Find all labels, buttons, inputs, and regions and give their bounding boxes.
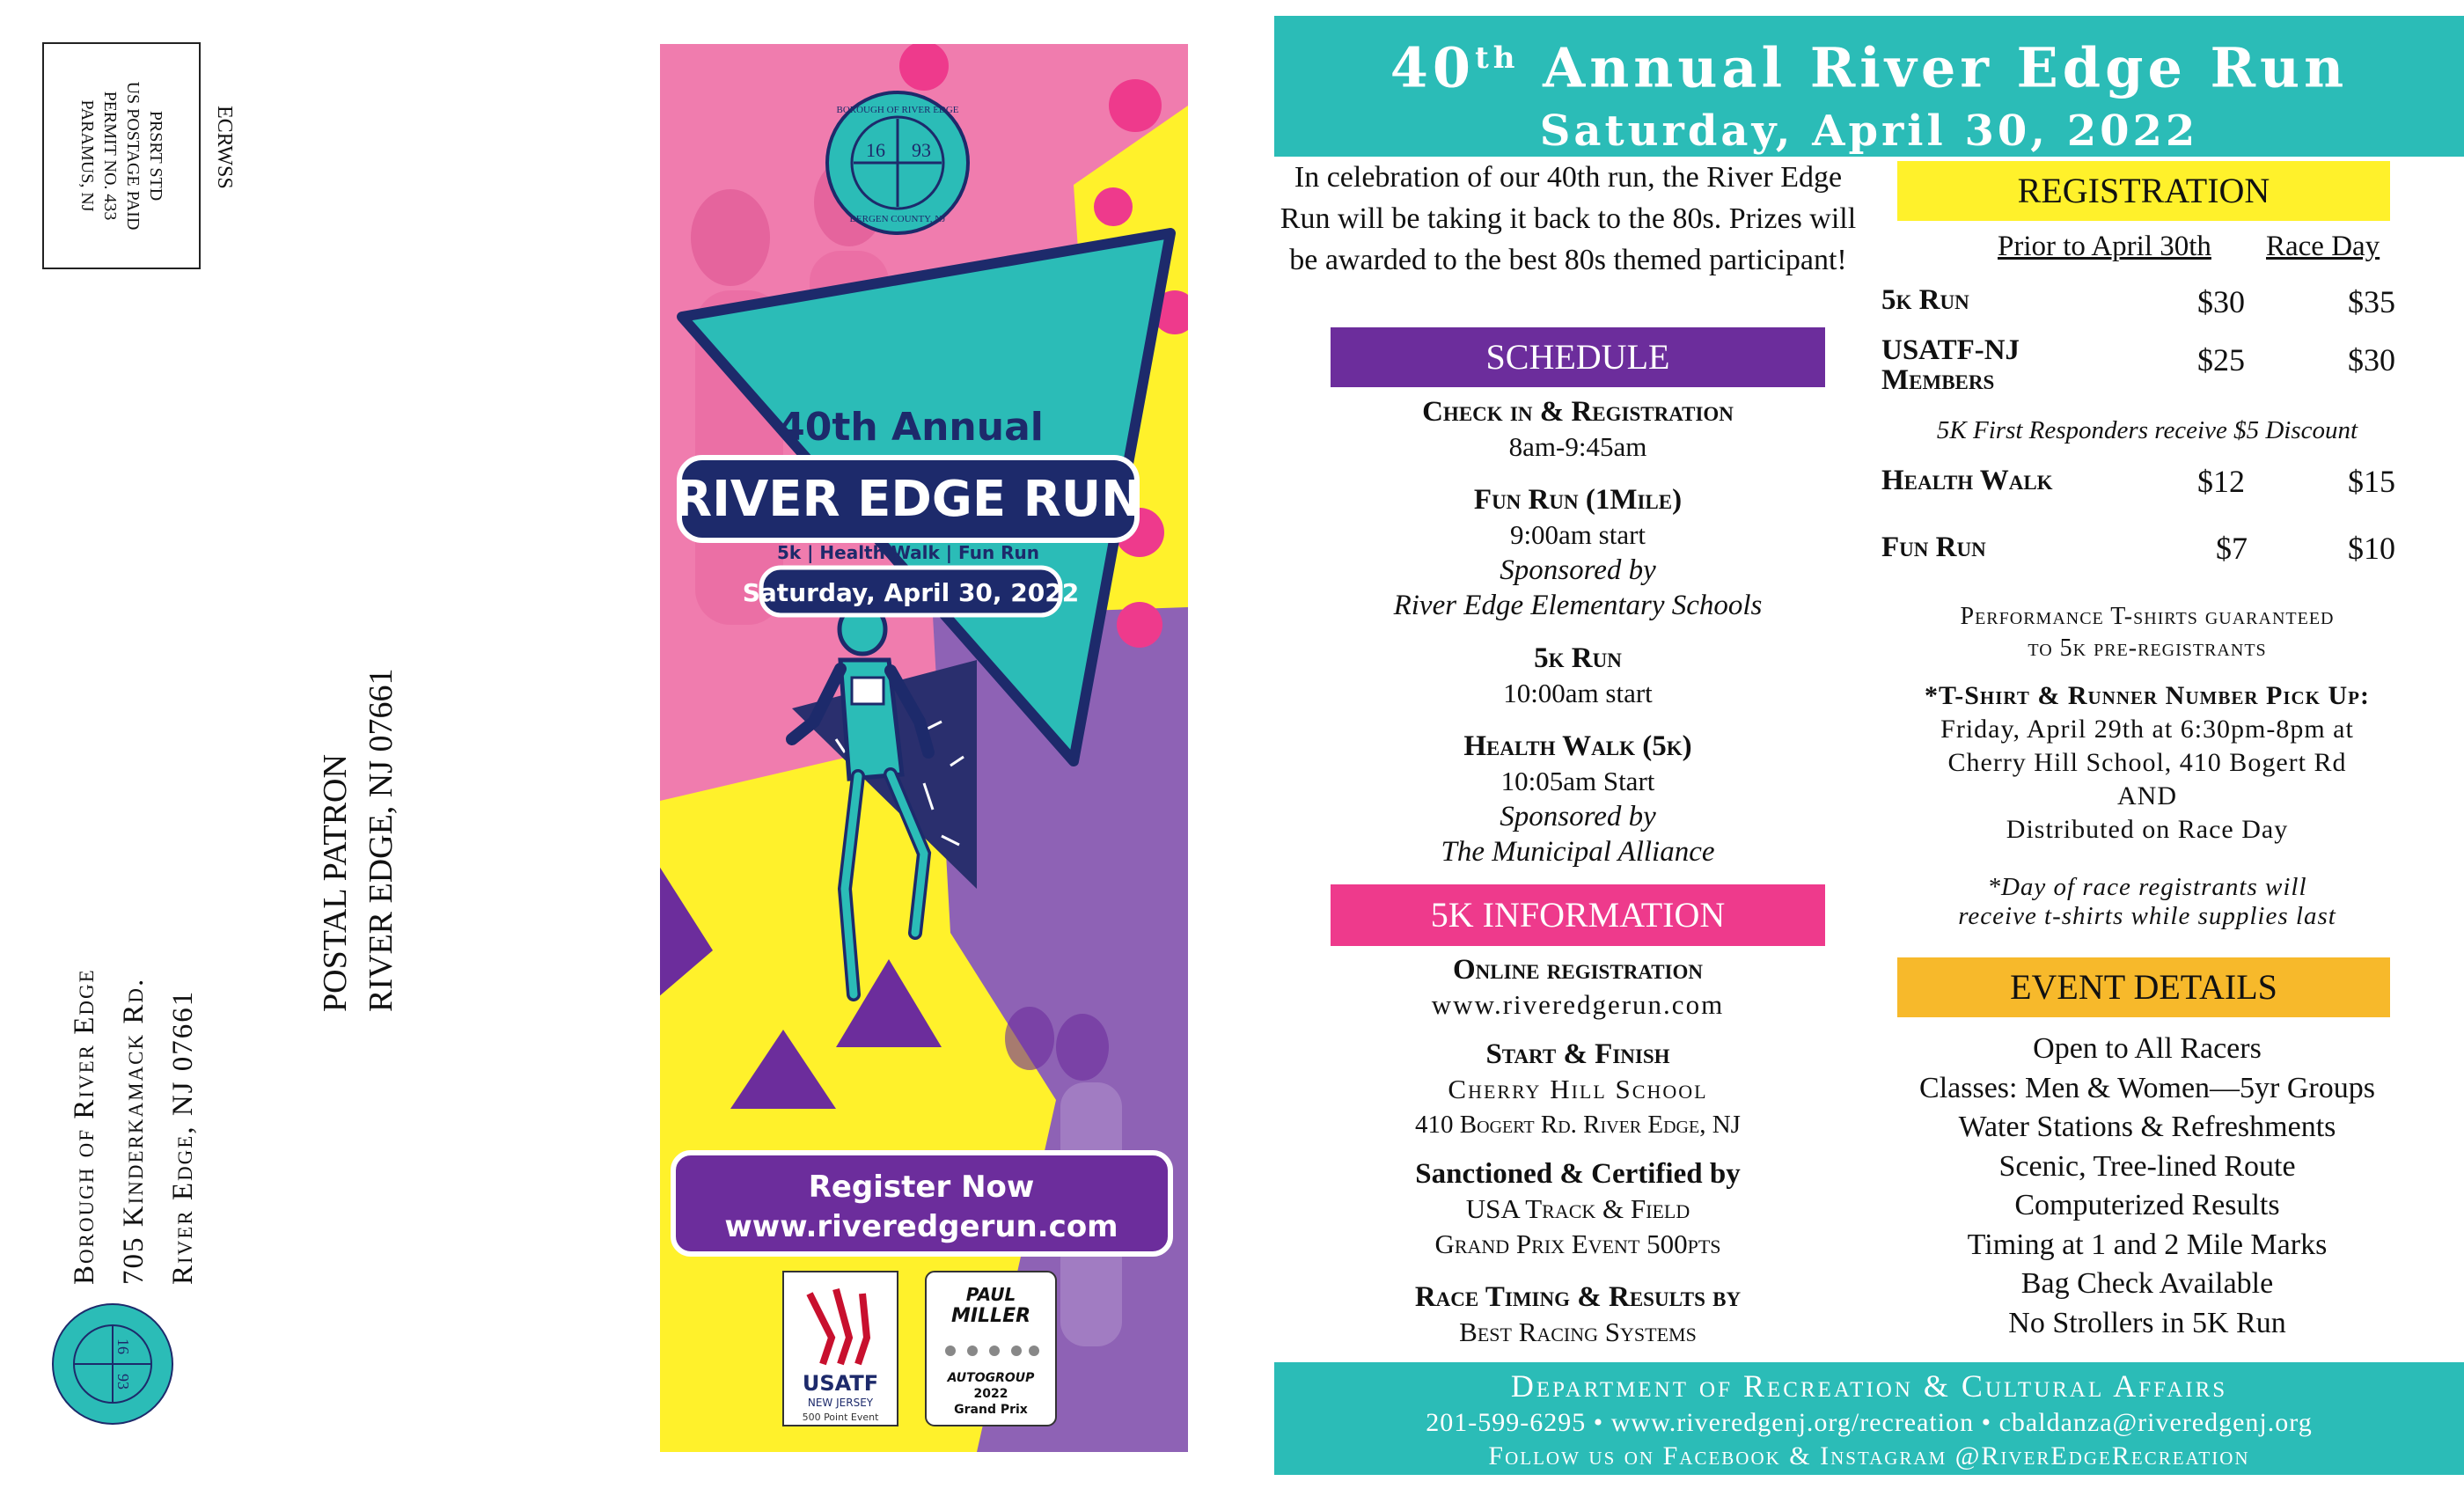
poster-date: Saturday, April 30, 2022 xyxy=(742,578,1080,607)
header-title-rest: Annual River Edge Run xyxy=(1519,35,2349,100)
event-item: Computerized Results xyxy=(2014,1189,2280,1221)
header-title-sup: th xyxy=(1475,40,1520,76)
recipient-address xyxy=(312,668,404,1012)
postage-indicia xyxy=(42,42,201,269)
header-title xyxy=(1274,23,2464,104)
usatf-state: NEW JERSEY xyxy=(807,1397,874,1409)
fun-run-title: Fun Run (1Mile) xyxy=(1473,484,1683,516)
usatf-event: 500 Point Event xyxy=(802,1412,879,1423)
start-address: 410 Bogert Rd. River Edge, NJ xyxy=(1415,1111,1741,1139)
sponsor-line1: PAUL xyxy=(965,1284,1016,1305)
walk-time: 10:05am Start xyxy=(1500,766,1655,796)
event-item: Timing at 1 and 2 Mile Marks xyxy=(1967,1228,2328,1261)
event-item: Bag Check Available xyxy=(2020,1267,2274,1300)
header-date: Saturday, April 30, 2022 xyxy=(1539,106,2199,156)
info-start-finish xyxy=(1331,1037,1825,1142)
perf-line1: Performance T-shirts guaranteed xyxy=(1960,603,2335,630)
poster-annual: 40th Annual xyxy=(778,405,1044,450)
registration-heading: REGISTRATION xyxy=(1897,161,2390,221)
event-details-list xyxy=(1883,1030,2411,1343)
checkin-title: Check in & Registration xyxy=(1422,396,1734,428)
postage-line: US POSTAGE PAID xyxy=(123,81,143,231)
footer-social: Follow us on Facebook & Instagram @RiverEdgeRecreation xyxy=(1488,1441,2250,1470)
sanction-title: Sanctioned & Certified by xyxy=(1415,1158,1741,1190)
dayof-line1: *Day of race registrants will xyxy=(1987,873,2307,901)
price-5k-race: $35 xyxy=(2348,284,2395,319)
reg-row-usatf xyxy=(1881,335,2020,395)
online-url: www.riveredgerun.com xyxy=(1431,989,1725,1020)
seal-year-right: 93 xyxy=(114,1374,132,1390)
online-title: Online registration xyxy=(1453,954,1703,986)
start-title: Start & Finish xyxy=(1485,1038,1670,1070)
seal-year-left: 16 xyxy=(114,1338,132,1354)
usatf-name: USATF xyxy=(802,1371,879,1396)
footer-contact: 201-599-6295 • www.riveredgenj.org/recreation • cbaldanza@riveredgenj.org xyxy=(1426,1408,2313,1437)
tshirt-guarantee xyxy=(1883,601,2411,664)
register-now: Register Now xyxy=(808,1170,1035,1205)
pickup-line3: AND xyxy=(2117,781,2177,810)
checkin-time: 8am-9:45am xyxy=(1508,431,1647,462)
event-heading: EVENT DETAILS xyxy=(1897,957,2390,1017)
schedule-heading: SCHEDULE xyxy=(1331,327,1825,387)
schedule-checkin xyxy=(1331,394,1825,465)
fivek-time: 10:00am start xyxy=(1503,678,1653,708)
return-address xyxy=(60,968,208,1285)
sanction-line2: Grand Prix Event 500pts xyxy=(1434,1228,1721,1259)
event-item: Scenic, Tree-lined Route xyxy=(1998,1149,2296,1183)
price-fun-race: $10 xyxy=(2348,531,2395,566)
sponsor-sub3: Grand Prix xyxy=(954,1403,1028,1417)
fun-run-time: 9:00am start xyxy=(1509,519,1646,550)
return-line: 705 Kinderkamack Rd. xyxy=(118,977,150,1285)
header-title-prefix: 40 xyxy=(1390,35,1476,100)
poster-artwork xyxy=(660,44,1188,1452)
timing-title: Race Timing & Results by xyxy=(1414,1281,1742,1313)
borough-seal-small xyxy=(51,1302,174,1426)
return-line: River Edge, NJ 07661 xyxy=(167,989,199,1285)
walk-sponsor-label: Sponsored by xyxy=(1500,801,1656,832)
intro-text: In celebration of our 40th run, the River Edge Run will be taking it back to the 80s. Prizes will be awarded to the best 80s themed participant! xyxy=(1280,161,1857,276)
pickup-line2: Cherry Hill School, 410 Bogert Rd xyxy=(1947,748,2347,777)
decor-dot xyxy=(1094,187,1133,226)
discount-note: 5K First Responders receive $5 Discount xyxy=(1936,416,2358,444)
price-usatf-race: $30 xyxy=(2348,342,2395,378)
price-walk-race: $15 xyxy=(2348,464,2395,499)
schedule-5k xyxy=(1331,641,1825,711)
event-item: Water Stations & Refreshments xyxy=(1958,1111,2336,1143)
schedule-fun-run xyxy=(1331,482,1825,623)
perf-line2: to 5k pre-registrants xyxy=(2028,634,2267,662)
borough-seal xyxy=(827,92,968,233)
seal-year-right: 93 xyxy=(912,139,931,161)
event-item: Classes: Men & Women—5yr Groups xyxy=(1919,1071,2375,1104)
postage-line: PRSRT STD xyxy=(146,110,165,202)
recipient-line: RIVER EDGE, NJ 07661 xyxy=(363,668,400,1012)
price-usatf-prior: $25 xyxy=(2197,342,2245,378)
sponsor-sub1: AUTOGROUP xyxy=(947,1371,1035,1385)
price-fun-prior: $7 xyxy=(2216,531,2248,566)
event-item: No Strollers in 5K Run xyxy=(2008,1306,2286,1339)
walk-sponsor: The Municipal Alliance xyxy=(1441,836,1715,868)
fun-run-sponsor: River Edge Elementary Schools xyxy=(1393,590,1763,621)
usatf-row-name2: Members xyxy=(1881,364,1995,396)
decor-dot xyxy=(1109,79,1162,132)
sponsor-line2: MILLER xyxy=(950,1305,1031,1327)
seal-top-text: BOROUGH OF RIVER EDGE xyxy=(836,105,959,115)
info-online xyxy=(1331,952,1825,1023)
decor-dot xyxy=(1117,602,1162,648)
footer-banner xyxy=(1274,1362,2464,1475)
dayof-note xyxy=(1883,873,2411,931)
recipient-line: POSTAL PATRON xyxy=(317,754,354,1012)
postage-line: PERMIT NO. 433 xyxy=(100,91,120,221)
pickup-line1: Friday, April 29th at 6:30pm-8pm at xyxy=(1940,715,2354,744)
fivek-title: 5k Run xyxy=(1534,642,1622,674)
reg-row-5k: 5k Run xyxy=(1881,284,1969,316)
poster-title: RIVER EDGE RUN xyxy=(673,471,1143,528)
col-race-header: Race Day xyxy=(2266,231,2380,262)
event-item: Open to All Racers xyxy=(2033,1032,2262,1065)
price-5k-prior: $30 xyxy=(2197,284,2245,319)
dayof-line2: receive t-shirts while supplies last xyxy=(1958,902,2336,930)
sanction-line1: USA Track & Field xyxy=(1465,1193,1690,1224)
seal-year-left: 16 xyxy=(866,139,885,161)
start-place: Cherry Hill School xyxy=(1448,1074,1708,1104)
timing-line1: Best Racing Systems xyxy=(1459,1316,1697,1347)
pickup-info xyxy=(1883,679,2411,847)
pickup-line4: Distributed on Race Day xyxy=(2006,815,2289,844)
reg-row-fun: Fun Run xyxy=(1881,532,1986,563)
price-walk-prior: $12 xyxy=(2197,464,2245,499)
footer-dept: Department of Recreation & Cultural Affairs xyxy=(1510,1368,2228,1404)
header-banner xyxy=(1274,16,2464,157)
walk-title: Health Walk (5k) xyxy=(1463,730,1692,762)
ecrwss-label: ECRWSS xyxy=(213,106,236,189)
info-sanction xyxy=(1331,1156,1825,1262)
postage-line: PARAMUS, NJ xyxy=(77,99,97,212)
info-timing xyxy=(1331,1280,1825,1350)
info-heading: 5K INFORMATION xyxy=(1331,884,1825,946)
poster-subtitle: 5k | Health Walk | Fun Run xyxy=(776,542,1040,563)
fun-run-sponsor-label: Sponsored by xyxy=(1500,554,1656,586)
col-prior-header: Prior to April 30th xyxy=(1998,231,2211,262)
seal-bottom-text: BERGEN COUNTY, NJ xyxy=(849,214,946,224)
register-url: www.riveredgerun.com xyxy=(724,1209,1118,1244)
reg-row-walk: Health Walk xyxy=(1881,465,2053,496)
schedule-health-walk xyxy=(1331,729,1825,869)
usatf-row-name: USATF-NJ xyxy=(1881,334,2020,366)
sponsor-sub2: 2022 xyxy=(973,1387,1008,1401)
pickup-title: *T-Shirt & Runner Number Pick Up: xyxy=(1924,681,2370,710)
return-line: Borough of River Edge xyxy=(69,968,100,1285)
